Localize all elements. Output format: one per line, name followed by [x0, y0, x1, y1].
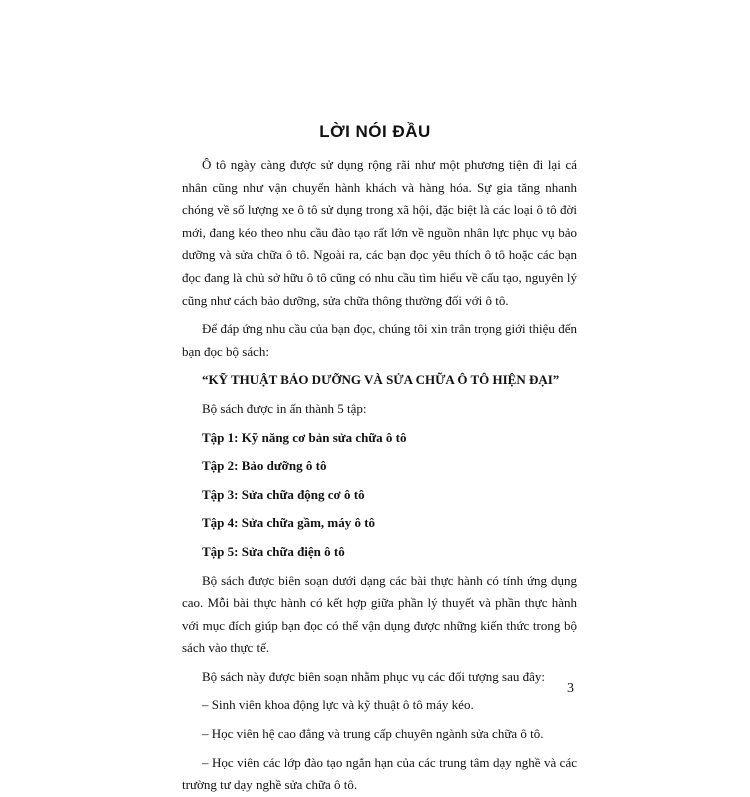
volumes-intro: Bộ sách được in ấn thành 5 tập:	[202, 400, 367, 416]
volume-item: Tập 5: Sửa chữa điện ô tô	[202, 543, 345, 559]
series-title: “KỸ THUẬT BẢO DƯỠNG VÀ SỬA CHỮA Ô TÔ HIỆN ĐẠI”	[202, 372, 560, 388]
volume-item: Tập 3: Sửa chữa động cơ ô tô	[202, 486, 365, 502]
audience-item: – Học viên hệ cao đẳng và trung cấp chuyên ngành sửa chữa ô tô.	[202, 726, 544, 742]
volume-item: Tập 1: Kỹ năng cơ bản sửa chữa ô tô	[202, 429, 407, 445]
page-number: 3	[567, 681, 574, 696]
intro-paragraph: Ô tô ngày càng được sử dụng rộng rãi như một phương tiện đi lại cá nhân cũng như vận chuyển hành khách và hàng hóa. Sự gia tăng nhanh chóng về số lượng xe ô tô sử dụng trong xã hội, đặc biệt là các loại ô tô đời mới, đang kéo theo nhu cầu đào tạo rất lớn về nguồn nhân lực phục vụ bảo dưỡng và sửa chữa ô tô. Ngoài ra, các bạn đọc yêu thích ô tô hoặc các bạn đọc đang là chủ sở hữu ô tô cũng có nhu cầu tìm hiểu về cấu tạo, nguyên lý cũng như cách bảo dưỡng, sửa chữa thông thường đối với ô tô.	[182, 157, 577, 308]
volume-item: Tập 4: Sửa chữa gầm, máy ô tô	[202, 515, 376, 531]
audience-item: – Học viên các lớp đào tạo ngắn hạn của các trung tâm dạy nghề và các trường tư dạy nghề sửa chữa ô tô.	[182, 754, 577, 793]
page-content	[182, 154, 577, 797]
introduce-series-paragraph: Để đáp ứng nhu cầu của bạn đọc, chúng tôi xin trân trọng giới thiệu đến bạn đọc bộ sách:	[182, 321, 577, 359]
audience-item: – Sinh viên khoa động lực và kỹ thuật ô tô máy kéo.	[202, 697, 474, 713]
audience-intro: Bộ sách này được biên soạn nhằm phục vụ các đối tượng sau đây:	[202, 668, 546, 684]
page-title: LỜI NÓI ĐẦU	[319, 122, 431, 141]
compiled-paragraph: Bộ sách được biên soạn dưới dạng các bài thực hành có tính ứng dụng cao. Mỗi bài thực hành có kết hợp giữa phần lý thuyết và phần thực hành với mục đích giúp bạn đọc có thể vận dụng được những kiến thức trong bộ sách vào thực tế.	[182, 572, 577, 656]
volume-item: Tập 2: Bảo dưỡng ô tô	[202, 458, 327, 474]
